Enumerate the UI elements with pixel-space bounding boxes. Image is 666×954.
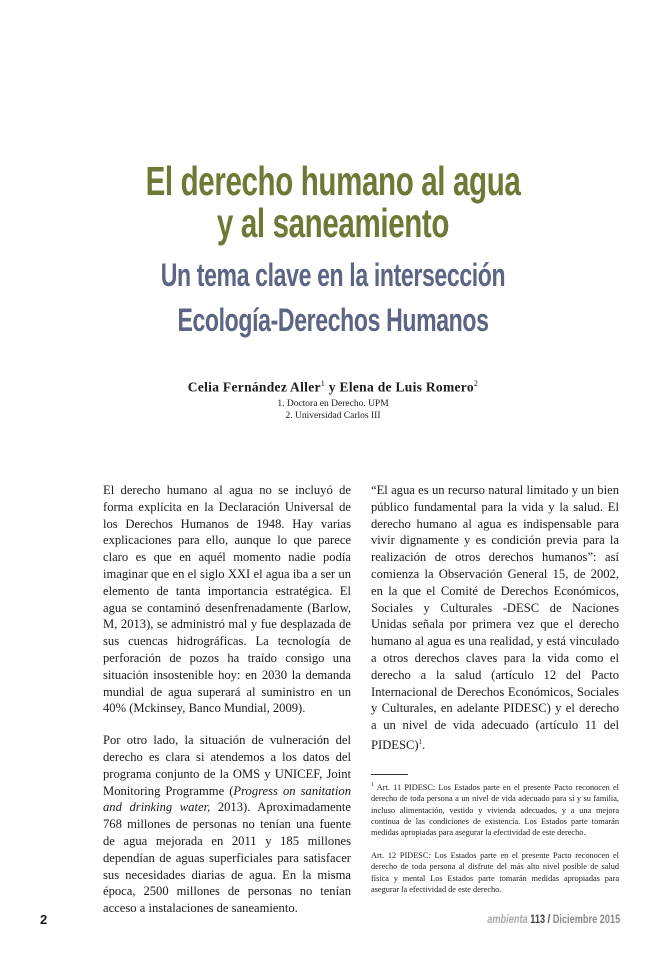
- article-title-line-2: y al saneamiento: [216, 200, 450, 246]
- magazine-name: ambienta: [487, 914, 528, 926]
- body-text: .: [422, 738, 426, 753]
- issue-number: 113: [529, 914, 545, 926]
- article-subtitle-line-1: Un tema clave en la intersección: [160, 257, 506, 293]
- running-footer: [487, 914, 620, 926]
- footer-separator: /: [544, 914, 553, 926]
- affiliation-1: 1. Doctora en Derecho. UPM: [277, 399, 389, 409]
- footnote-marker: 1: [371, 782, 374, 788]
- page-number: 2: [40, 912, 48, 927]
- body-text: Por otro lado, la situación de vulneración del derecho es clara si atendemos a los datos del programa conjunto de la OMS y UNICEF, Joint Monitoring Programme (: [103, 733, 351, 798]
- body-column-right: [371, 482, 619, 754]
- footnote-2: Art. 12 PIDESC: Los Estados parte en el presente Pacto reconocen el derecho de toda persona al disfrute del más alto nivel posible de salud física y mental Los Estados parte tomarán medidas apropiadas para asegurar la efectividad de este derecho.: [371, 851, 619, 895]
- author-line: [0, 379, 666, 396]
- body-text: “El agua es un recurso natural limitado y un bien público fundamental para la vida y la salud. El derecho humano al agua es indispensable para vivir dignamente y es condición previa para la realización de otros derechos humanos”: así comienza la Observación General 15, de 2002, en la que el Comité de Derechos Económicos, Sociales y Culturales -DESC de Naciones Unidas señala por primera vez que el derecho humano al agua es una realidad, y está vinculado a otros derechos claves para la vida como el derecho a la salud (artículo 12 del Pacto Internacional de Derechos Económicos, Sociales y Culturales, en adelante PIDESC) y el derecho a un nivel de vida adecuado (artículo 11 del PIDESC): [371, 483, 619, 753]
- footnote-text: Art. 11 PIDESC: Los Estados parte en el presente Pacto reconocen el derecho de toda persona a un nivel de vida adecuado para sí y su familia, incluso alimentación, vestido y vivienda adecuados, y a una mejora continua de las condiciones de existencia. Los Estados parte tomarán medidas apropiadas para asegurar la efectividad de este derecho.: [371, 782, 619, 838]
- body-paragraph: El derecho humano al agua no se incluyó de forma explícita en la Declaración Universal de los Derechos Humanos de 1948. Hay varias explicaciones para ello, aunque lo que parece claro es que en aquél momento nadie podía imaginar que en el siglo XXI el agua iba a ser un elemento de tanta importancia estratégica. El agua se contaminó desenfrenadamente (Barlow, M, 2013), se administró mal y fue desplazada de sus cuencas hidrográficas. La tecnología de perforación de pozos ha traído consigo una situación insostenible hoy: en 2030 la demanda mundial de agua superará al suministro en un 40% (Mckinsey, Banco Mundial, 2009).: [103, 483, 351, 716]
- footnote-divider: [371, 774, 408, 775]
- author-affiliation-mark: 1: [320, 379, 326, 388]
- footnote-reference: 1: [418, 737, 423, 746]
- body-column-left: [103, 482, 351, 917]
- article-subtitle-line-2: Ecología-Derechos Humanos: [177, 302, 489, 338]
- author-name: Elena de Luis Romero: [339, 379, 474, 395]
- author-connector: y: [325, 379, 340, 395]
- body-paragraph: [103, 732, 351, 917]
- author-affiliation-mark: 2: [473, 379, 479, 388]
- body-paragraph: [371, 482, 619, 754]
- author-name: Celia Fernández Aller: [187, 379, 321, 395]
- body-text-italic: Progress on sanitation and drinking water,: [103, 783, 351, 815]
- affiliation-2: 2. Universidad Carlos III: [285, 411, 381, 421]
- footnote-1: [371, 780, 619, 839]
- issue-date: Diciembre 2015: [552, 914, 620, 926]
- article-title-line-1: El derecho humano al agua: [145, 158, 521, 204]
- body-text: 2013). Aproximadamente 768 millones de personas no tenían una fuente de agua mejorada en 2011 y 185 millones dependían de aguas superficiales para satisfacer sus necesidades diarias de agua. En la misma época, 2500 millones de personas no tenían acceso a instalaciones de saneamiento.: [103, 800, 351, 916]
